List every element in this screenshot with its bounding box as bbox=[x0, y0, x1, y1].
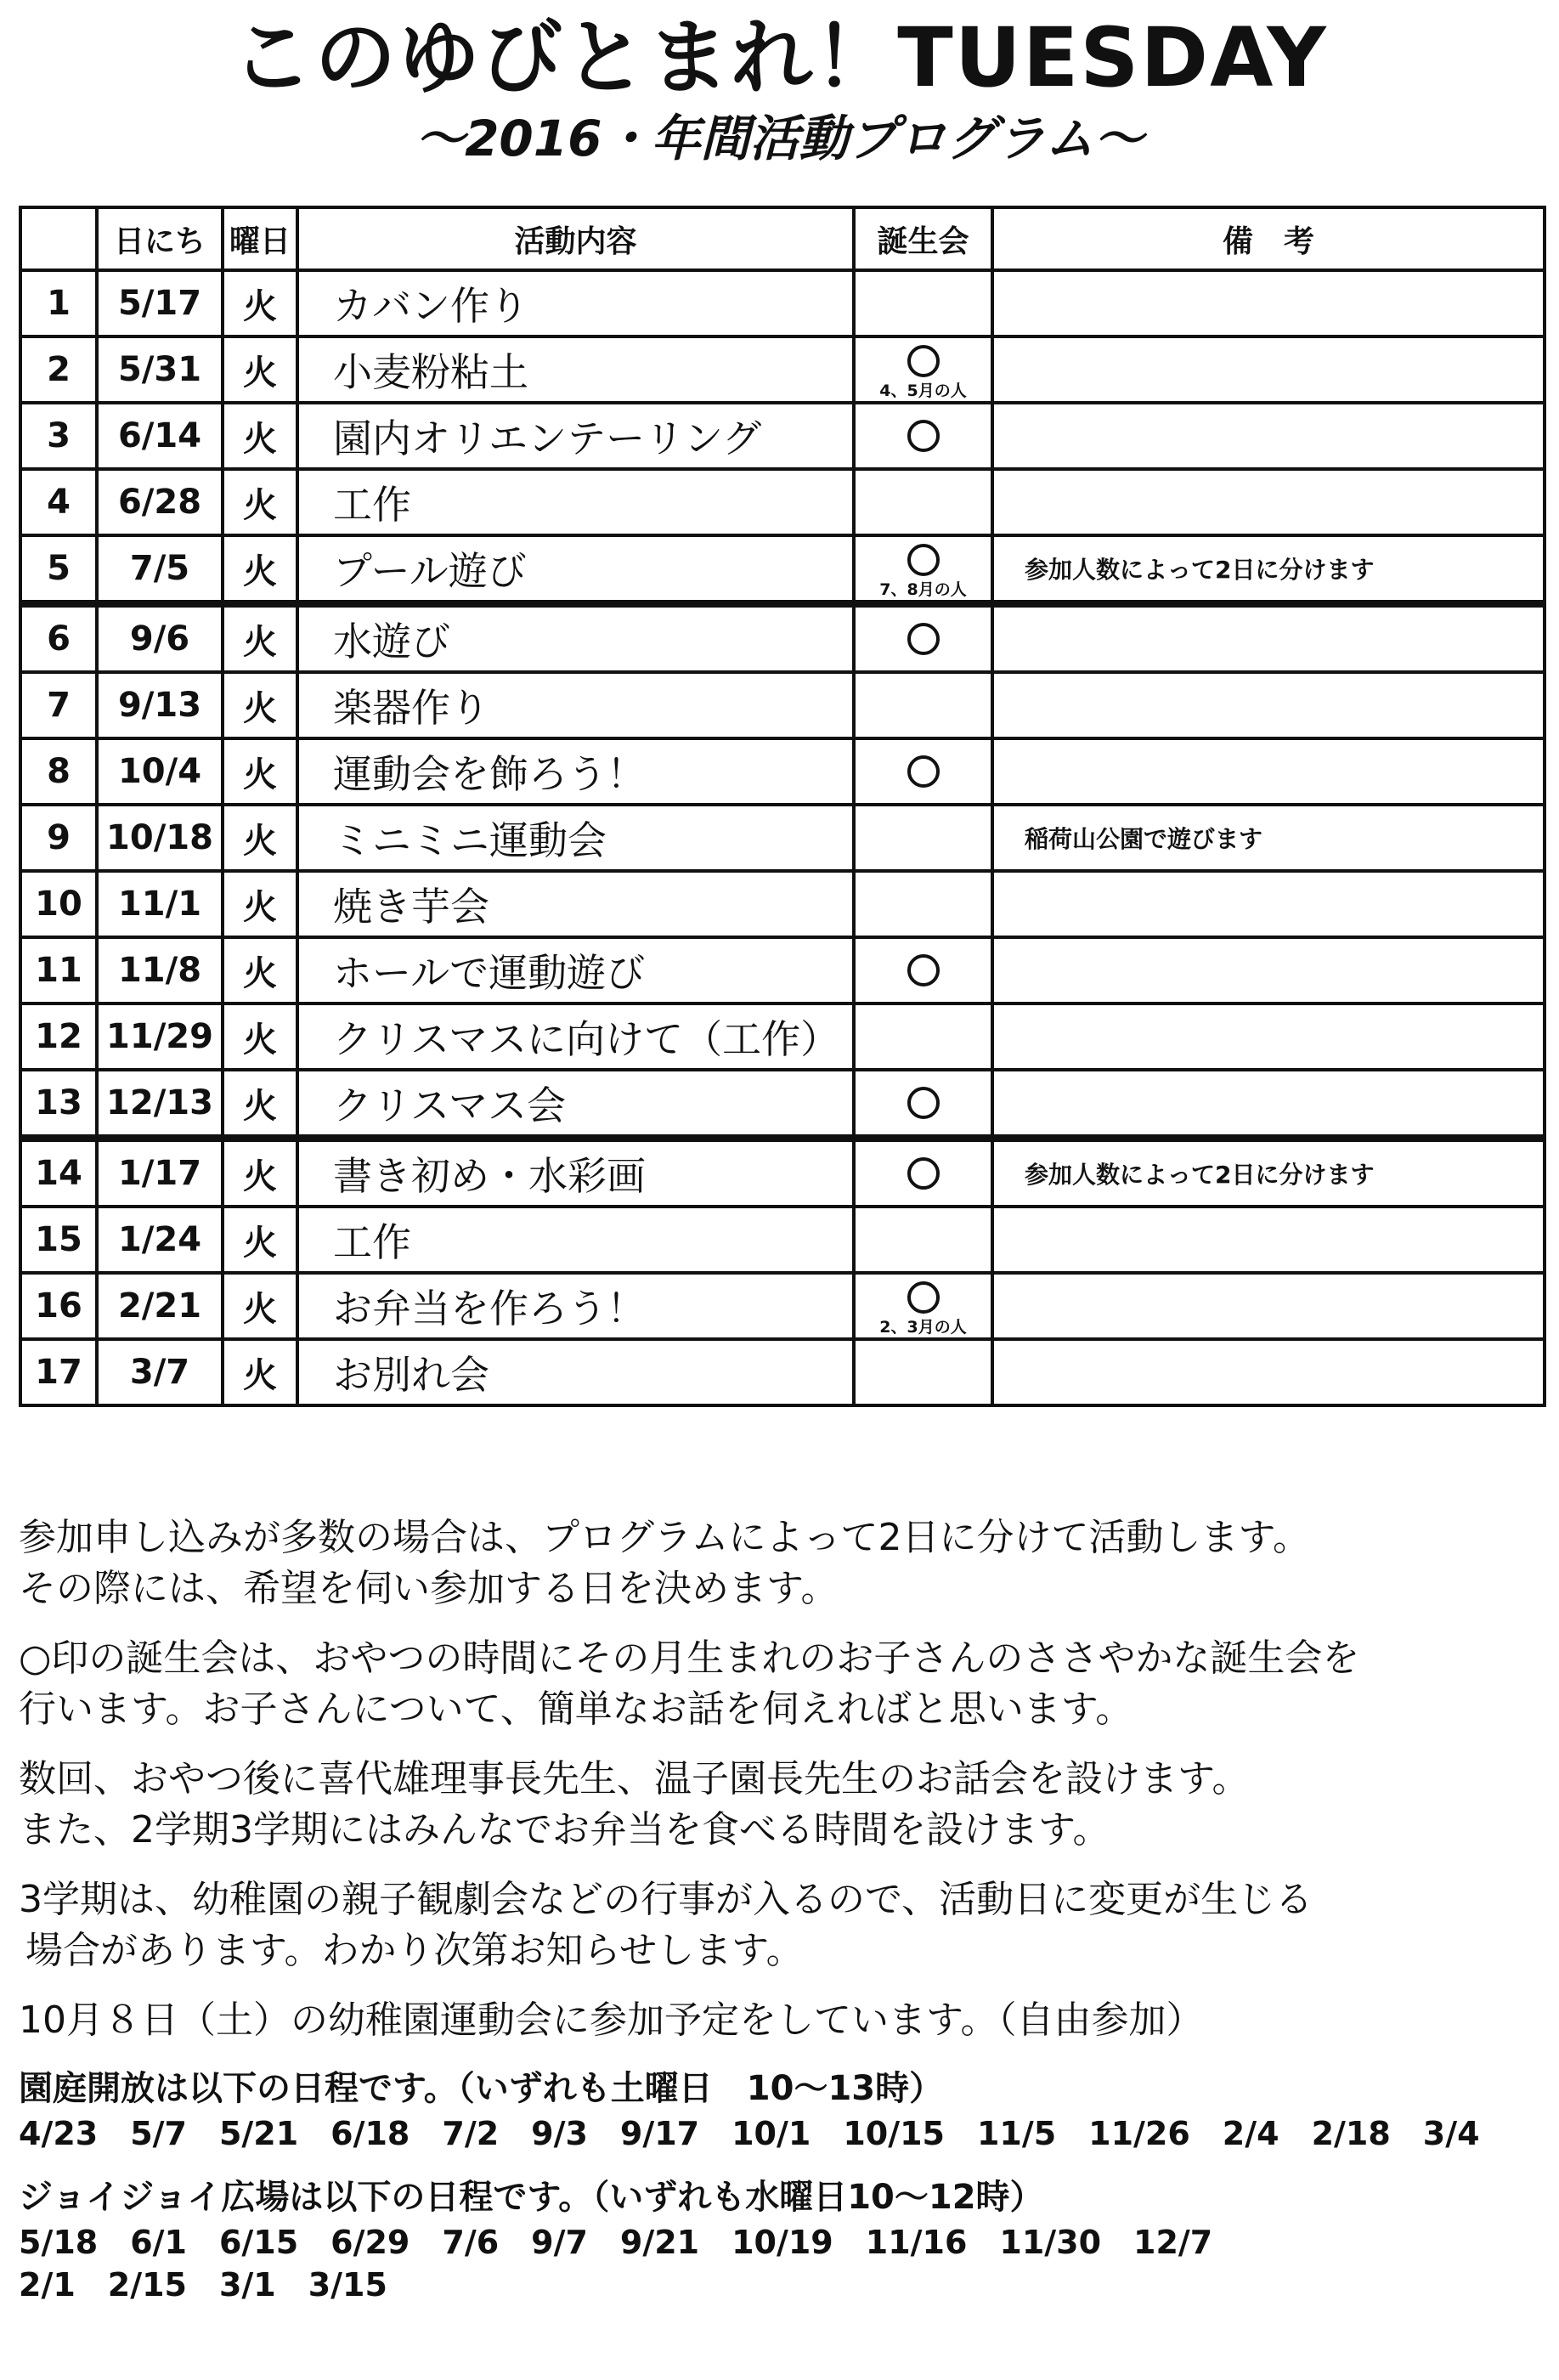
table-row bbox=[20, 1003, 1545, 1070]
row-date: 12/13 bbox=[97, 1070, 223, 1139]
birthday-mark-icon bbox=[907, 1087, 940, 1119]
date-item: 9/17 bbox=[619, 2115, 700, 2152]
birthday-mark-icon bbox=[907, 420, 940, 452]
date-item: 6/29 bbox=[330, 2224, 410, 2261]
row-number: 12 bbox=[20, 1003, 97, 1070]
date-item: 11/26 bbox=[1088, 2115, 1190, 2152]
birthday-mark-icon bbox=[907, 1157, 940, 1190]
notes-section bbox=[19, 1512, 1548, 2306]
table-row bbox=[20, 937, 1545, 1003]
row-activity: 園内オリエンテーリング bbox=[297, 403, 854, 469]
date-item: 3/4 bbox=[1422, 2115, 1480, 2152]
table-row bbox=[20, 535, 1545, 604]
row-remarks: 稲荷山公園で遊びます bbox=[992, 805, 1545, 871]
note-paragraph bbox=[19, 1633, 1548, 1735]
row-birthday bbox=[854, 738, 992, 805]
row-birthday bbox=[854, 469, 992, 535]
birthday-mark-icon bbox=[907, 954, 940, 986]
header-day: 曜日 bbox=[223, 207, 297, 270]
row-birthday bbox=[854, 604, 992, 673]
page-subtitle: 〜2016・年間活動プログラム〜 bbox=[415, 110, 1144, 167]
row-day: 火 bbox=[223, 535, 297, 604]
row-number: 3 bbox=[20, 403, 97, 469]
birthday-mark-icon bbox=[907, 623, 940, 655]
note-line: その際には、希望を伺い参加する日を決めます。 bbox=[19, 1567, 839, 1610]
row-birthday bbox=[854, 270, 992, 336]
row-remarks bbox=[992, 1207, 1545, 1273]
row-activity: 小麦粉粘土 bbox=[297, 336, 854, 403]
birthday-months-note: 4、5月の人 bbox=[879, 382, 967, 400]
table-row bbox=[20, 1207, 1545, 1273]
note-paragraph bbox=[19, 1874, 1548, 1976]
row-number: 15 bbox=[20, 1207, 97, 1273]
note-line: 参加申し込みが多数の場合は、プログラムによって2日に分けて活動します。 bbox=[19, 1516, 1311, 1559]
row-day: 火 bbox=[223, 270, 297, 336]
row-date: 7/5 bbox=[97, 535, 223, 604]
birthday-mark-icon bbox=[907, 755, 940, 788]
table-row bbox=[20, 805, 1545, 871]
row-date: 11/29 bbox=[97, 1003, 223, 1070]
date-item: 5/18 bbox=[19, 2224, 99, 2261]
row-day: 火 bbox=[223, 1339, 297, 1405]
table-header-row bbox=[20, 207, 1545, 270]
row-activity: 水遊び bbox=[297, 604, 854, 673]
row-activity: プール遊び bbox=[297, 535, 854, 604]
row-day: 火 bbox=[223, 937, 297, 1003]
note-line: また、2学期3学期にはみんなでお弁当を食べる時間を設けます。 bbox=[19, 1808, 1110, 1851]
birthday-mark-icon bbox=[907, 1281, 940, 1314]
row-day: 火 bbox=[223, 1070, 297, 1139]
row-day: 火 bbox=[223, 1003, 297, 1070]
table-row bbox=[20, 672, 1545, 738]
row-remarks bbox=[992, 1273, 1545, 1339]
row-number: 9 bbox=[20, 805, 97, 871]
row-birthday bbox=[854, 1207, 992, 1273]
date-item: 6/18 bbox=[330, 2115, 410, 2152]
joy-dates-row bbox=[19, 2264, 1548, 2306]
birthday-mark-icon bbox=[907, 345, 940, 377]
date-item: 9/21 bbox=[619, 2224, 700, 2261]
joy-schedule-heading: ジョイジョイ広場は以下の日程です。（いずれも水曜日10〜12時） bbox=[19, 2178, 1044, 2217]
garden-schedule-heading: 園庭開放は以下の日程です。（いずれも土曜日 10〜13時） bbox=[19, 2069, 944, 2108]
date-item: 2/18 bbox=[1311, 2115, 1391, 2152]
row-date: 10/4 bbox=[97, 738, 223, 805]
row-number: 4 bbox=[20, 469, 97, 535]
row-birthday bbox=[854, 1273, 992, 1339]
row-date: 1/17 bbox=[97, 1139, 223, 1207]
row-activity: 運動会を飾ろう！ bbox=[297, 738, 854, 805]
garden-dates bbox=[19, 2112, 1548, 2155]
date-item: 3/1 bbox=[218, 2266, 276, 2304]
row-birthday bbox=[854, 1339, 992, 1405]
row-remarks bbox=[992, 604, 1545, 673]
row-remarks: 参加人数によって2日に分けます bbox=[992, 1139, 1545, 1207]
row-number: 11 bbox=[20, 937, 97, 1003]
row-date: 11/1 bbox=[97, 871, 223, 937]
row-day: 火 bbox=[223, 805, 297, 871]
table-row bbox=[20, 871, 1545, 937]
date-item: 11/16 bbox=[865, 2224, 968, 2261]
row-number: 8 bbox=[20, 738, 97, 805]
row-remarks bbox=[992, 270, 1545, 336]
row-number: 10 bbox=[20, 871, 97, 937]
row-day: 火 bbox=[223, 672, 297, 738]
note-paragraph bbox=[19, 1754, 1548, 1856]
date-item: 11/5 bbox=[976, 2115, 1057, 2152]
schedule-body bbox=[20, 270, 1545, 1405]
row-number: 17 bbox=[20, 1339, 97, 1405]
date-item: 10/1 bbox=[731, 2115, 811, 2152]
row-date: 3/7 bbox=[97, 1339, 223, 1405]
note-line: 場合があります。わかり次第お知らせします。 bbox=[25, 1929, 804, 1972]
row-number: 5 bbox=[20, 535, 97, 604]
row-activity: 書き初め・水彩画 bbox=[297, 1139, 854, 1207]
row-remarks: 参加人数によって2日に分けます bbox=[992, 535, 1545, 604]
row-activity: お弁当を作ろう！ bbox=[297, 1273, 854, 1339]
row-day: 火 bbox=[223, 469, 297, 535]
row-activity: お別れ会 bbox=[297, 1339, 854, 1405]
header-date: 日にち bbox=[97, 207, 223, 270]
note-paragraph bbox=[19, 1512, 1548, 1614]
row-date: 5/31 bbox=[97, 336, 223, 403]
birthday-mark-icon bbox=[907, 544, 940, 576]
note-line: 10月８日（土）の幼稚園運動会に参加予定をしています。（自由参加） bbox=[19, 1998, 1204, 2042]
row-day: 火 bbox=[223, 871, 297, 937]
row-date: 9/6 bbox=[97, 604, 223, 673]
row-date: 5/17 bbox=[97, 270, 223, 336]
row-birthday bbox=[854, 1003, 992, 1070]
birthday-months-note: 7、8月の人 bbox=[879, 580, 967, 599]
row-date: 6/14 bbox=[97, 403, 223, 469]
row-date: 11/8 bbox=[97, 937, 223, 1003]
row-day: 火 bbox=[223, 403, 297, 469]
date-item: 9/7 bbox=[531, 2224, 588, 2261]
row-date: 9/13 bbox=[97, 672, 223, 738]
row-number: 6 bbox=[20, 604, 97, 673]
date-item: 10/15 bbox=[843, 2115, 945, 2152]
header-remarks: 備 考 bbox=[992, 207, 1545, 270]
row-activity: 工作 bbox=[297, 469, 854, 535]
row-remarks bbox=[992, 871, 1545, 937]
date-item: 2/1 bbox=[19, 2266, 76, 2304]
row-date: 10/18 bbox=[97, 805, 223, 871]
birthday-months-note: 2、3月の人 bbox=[879, 1318, 967, 1337]
note-line: ○印の誕生会は、おやつの時間にその月生まれのお子さんのささやかな誕生会を bbox=[19, 1637, 1360, 1680]
row-birthday bbox=[854, 1139, 992, 1207]
date-item: 12/7 bbox=[1133, 2224, 1213, 2261]
row-birthday bbox=[854, 1070, 992, 1139]
table-row bbox=[20, 270, 1545, 336]
date-item: 9/3 bbox=[531, 2115, 588, 2152]
row-day: 火 bbox=[223, 336, 297, 403]
row-number: 16 bbox=[20, 1273, 97, 1339]
row-remarks bbox=[992, 1339, 1545, 1405]
row-birthday bbox=[854, 871, 992, 937]
page-title: このゆびとまれ！TUESDAY bbox=[231, 10, 1328, 105]
row-number: 7 bbox=[20, 672, 97, 738]
row-remarks bbox=[992, 937, 1545, 1003]
date-item: 5/7 bbox=[130, 2115, 187, 2152]
row-remarks bbox=[992, 1003, 1545, 1070]
table-row bbox=[20, 469, 1545, 535]
row-birthday bbox=[854, 535, 992, 604]
row-activity: 楽器作り bbox=[297, 672, 854, 738]
row-activity: ミニミニ運動会 bbox=[297, 805, 854, 871]
date-item: 3/15 bbox=[308, 2266, 387, 2304]
table-row bbox=[20, 1070, 1545, 1139]
table-row bbox=[20, 336, 1545, 403]
row-remarks bbox=[992, 1070, 1545, 1139]
date-item: 7/6 bbox=[442, 2224, 500, 2261]
row-remarks bbox=[992, 672, 1545, 738]
note-line: 3学期は、幼稚園の親子観劇会などの行事が入るので、活動日に変更が生じる bbox=[19, 1878, 1313, 1921]
table-row bbox=[20, 738, 1545, 805]
date-item: 6/15 bbox=[218, 2224, 299, 2261]
row-activity: クリスマスに向けて（工作） bbox=[297, 1003, 854, 1070]
date-item: 2/15 bbox=[107, 2266, 187, 2304]
schedule-table bbox=[19, 206, 1546, 1407]
row-remarks bbox=[992, 403, 1545, 469]
row-activity: 工作 bbox=[297, 1207, 854, 1273]
row-birthday bbox=[854, 937, 992, 1003]
row-day: 火 bbox=[223, 1139, 297, 1207]
row-number: 13 bbox=[20, 1070, 97, 1139]
header-no bbox=[20, 207, 97, 270]
header-birthday: 誕生会 bbox=[854, 207, 992, 270]
row-activity: ホールで運動遊び bbox=[297, 937, 854, 1003]
date-item: 7/2 bbox=[442, 2115, 500, 2152]
note-line: 行います。お子さんについて、簡単なお話を伺えればと思います。 bbox=[19, 1687, 1133, 1731]
date-item: 6/1 bbox=[130, 2224, 187, 2261]
row-date: 6/28 bbox=[97, 469, 223, 535]
row-remarks bbox=[992, 336, 1545, 403]
table-row bbox=[20, 604, 1545, 673]
row-day: 火 bbox=[223, 1273, 297, 1339]
note-line: 数回、おやつ後に喜代雄理事長先生、温子園長先生のお話会を設けます。 bbox=[19, 1757, 1250, 1801]
note-paragraph bbox=[19, 1995, 1548, 2046]
row-date: 1/24 bbox=[97, 1207, 223, 1273]
row-birthday bbox=[854, 336, 992, 403]
row-activity: 焼き芋会 bbox=[297, 871, 854, 937]
row-number: 14 bbox=[20, 1139, 97, 1207]
row-activity: カバン作り bbox=[297, 270, 854, 336]
table-row bbox=[20, 1339, 1545, 1405]
row-birthday bbox=[854, 403, 992, 469]
row-activity: クリスマス会 bbox=[297, 1070, 854, 1139]
row-day: 火 bbox=[223, 1207, 297, 1273]
row-number: 2 bbox=[20, 336, 97, 403]
date-item: 10/19 bbox=[731, 2224, 833, 2261]
table-row bbox=[20, 403, 1545, 469]
table-row bbox=[20, 1139, 1545, 1207]
row-remarks bbox=[992, 738, 1545, 805]
table-row bbox=[20, 1273, 1545, 1339]
joy-dates-row bbox=[19, 2221, 1548, 2264]
row-date: 2/21 bbox=[97, 1273, 223, 1339]
date-item: 11/30 bbox=[999, 2224, 1102, 2261]
date-item: 2/4 bbox=[1222, 2115, 1279, 2152]
row-birthday bbox=[854, 805, 992, 871]
date-item: 5/21 bbox=[218, 2115, 299, 2152]
row-remarks bbox=[992, 469, 1545, 535]
row-number: 1 bbox=[20, 270, 97, 336]
date-item: 4/23 bbox=[19, 2115, 99, 2152]
row-birthday bbox=[854, 672, 992, 738]
row-day: 火 bbox=[223, 738, 297, 805]
header-activity: 活動内容 bbox=[297, 207, 854, 270]
row-day: 火 bbox=[223, 604, 297, 673]
